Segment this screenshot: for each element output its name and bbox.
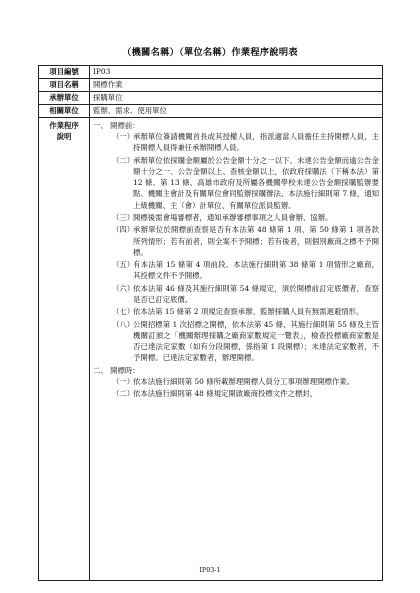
list-item — [93, 388, 379, 399]
table-row — [39, 105, 383, 118]
list-item — [93, 131, 379, 153]
section-before-opening — [93, 120, 379, 364]
table-row — [39, 79, 383, 92]
list-item — [93, 155, 379, 211]
row-value-related-units: 監辦、需求、使用單位 — [90, 105, 383, 118]
item-number: （五） — [112, 260, 135, 270]
section-title: 二、 開標時： — [93, 365, 140, 375]
item-number: （八） — [112, 319, 135, 329]
item-text: 開標後需會場審標者，通知承辦審標事項之人員會辦、協辦。 — [133, 213, 333, 222]
procedure-table — [38, 65, 383, 581]
procedure-label: 作業程序 說明 — [39, 118, 90, 581]
page-number: IP03-1 — [199, 566, 221, 574]
row-label-item-id: 項目編號 — [39, 66, 90, 79]
list-item — [93, 376, 379, 387]
item-number: （四） — [112, 225, 135, 235]
item-number: （一） — [112, 132, 135, 142]
table-row-procedure — [39, 118, 383, 581]
list-item — [93, 259, 379, 281]
item-number: （三） — [112, 213, 135, 222]
list-item — [93, 224, 379, 258]
item-text: 承辦單位於開標前查察是否有本法第 48 條第 1 項、第 50 條第 1 項各款所列情形；若有前者，則全案不予開標；若有後者，則個別廠商之標不予開標。 — [133, 225, 379, 257]
item-text: 依本法施行細則第 48 條規定開啟廠商投標文件之標封， — [133, 389, 318, 399]
row-value-item-name: 開標作業 — [90, 79, 383, 92]
item-number: （六） — [112, 283, 135, 293]
page-title: （機關名稱）（單位名稱）作業程序說明表 — [122, 47, 298, 58]
section-during-opening — [93, 365, 379, 400]
list-item — [93, 319, 379, 364]
item-text: 依本法施行細則第 50 條所載辦理開標人員分工事項辦理開標作業。 — [133, 376, 355, 386]
list-item — [93, 306, 379, 317]
item-number: （二） — [112, 155, 135, 165]
list-item — [93, 212, 379, 223]
item-number: （七） — [112, 307, 135, 317]
item-text: 依本法第 46 條及其施行細則第 54 條規定，須於開標前訂定底價者，查察是否已訂定底價。 — [133, 283, 379, 304]
item-text: 公開招標第 1 次招標之開標，依本法第 45 條、其施行細則第 55 條及主管機關訂頒之「機關辦理採購之廠商家數規定一覽表」，檢查投標廠商家數是否已達法定家數（如有分段開標，係指第 1 段開標）；未達法定家數者，不予開標。已達法定家數者，辦理開標。 — [133, 319, 379, 363]
item-number: （二） — [112, 389, 135, 399]
item-text: 承辦單位依採購金額屬於公告金額十分之一以下、未達公告金額而逾公告金額十分之一、公告金額以上、查核金額以上，依政府採購法（下稱本法）第 12 條、第 13 條、高雄市政府及所屬各機關學校未達公告金額採購監辦要點、機關主會計及有關單位會同監辦採購辦法、本法施行細則第 7 條，通知上級機關、主（會）計單位、有關單位派員監辦。 — [133, 155, 379, 210]
table-row — [39, 92, 383, 105]
list-item — [93, 283, 379, 305]
item-text: 承辦單位簽請機關首長或其授權人員，指派適當人員擔任主持開標人員，主持開標人員得兼任承辦開標人員。 — [133, 132, 379, 153]
row-value-handling-unit: 採購單位 — [90, 92, 383, 105]
row-label-item-name: 項目名稱 — [39, 79, 90, 92]
row-value-item-id: IP03 — [90, 66, 383, 79]
item-text: 依本法第 15 條第 2 項規定查察承辦、監辦採購人員有無需迴避情形。 — [133, 307, 364, 317]
item-text: 有本法第 15 條第 4 項前段、本法施行細則第 38 條第 1 項情形之廠商，其投標文件不予開標。 — [133, 260, 379, 281]
table-row — [39, 66, 383, 79]
procedure-description — [90, 118, 383, 581]
section-title: 一、 開標前： — [93, 121, 140, 130]
row-label-related-units: 相關單位 — [39, 105, 90, 118]
item-number: （一） — [112, 376, 135, 386]
row-label-handling-unit: 承辦單位 — [39, 92, 90, 105]
